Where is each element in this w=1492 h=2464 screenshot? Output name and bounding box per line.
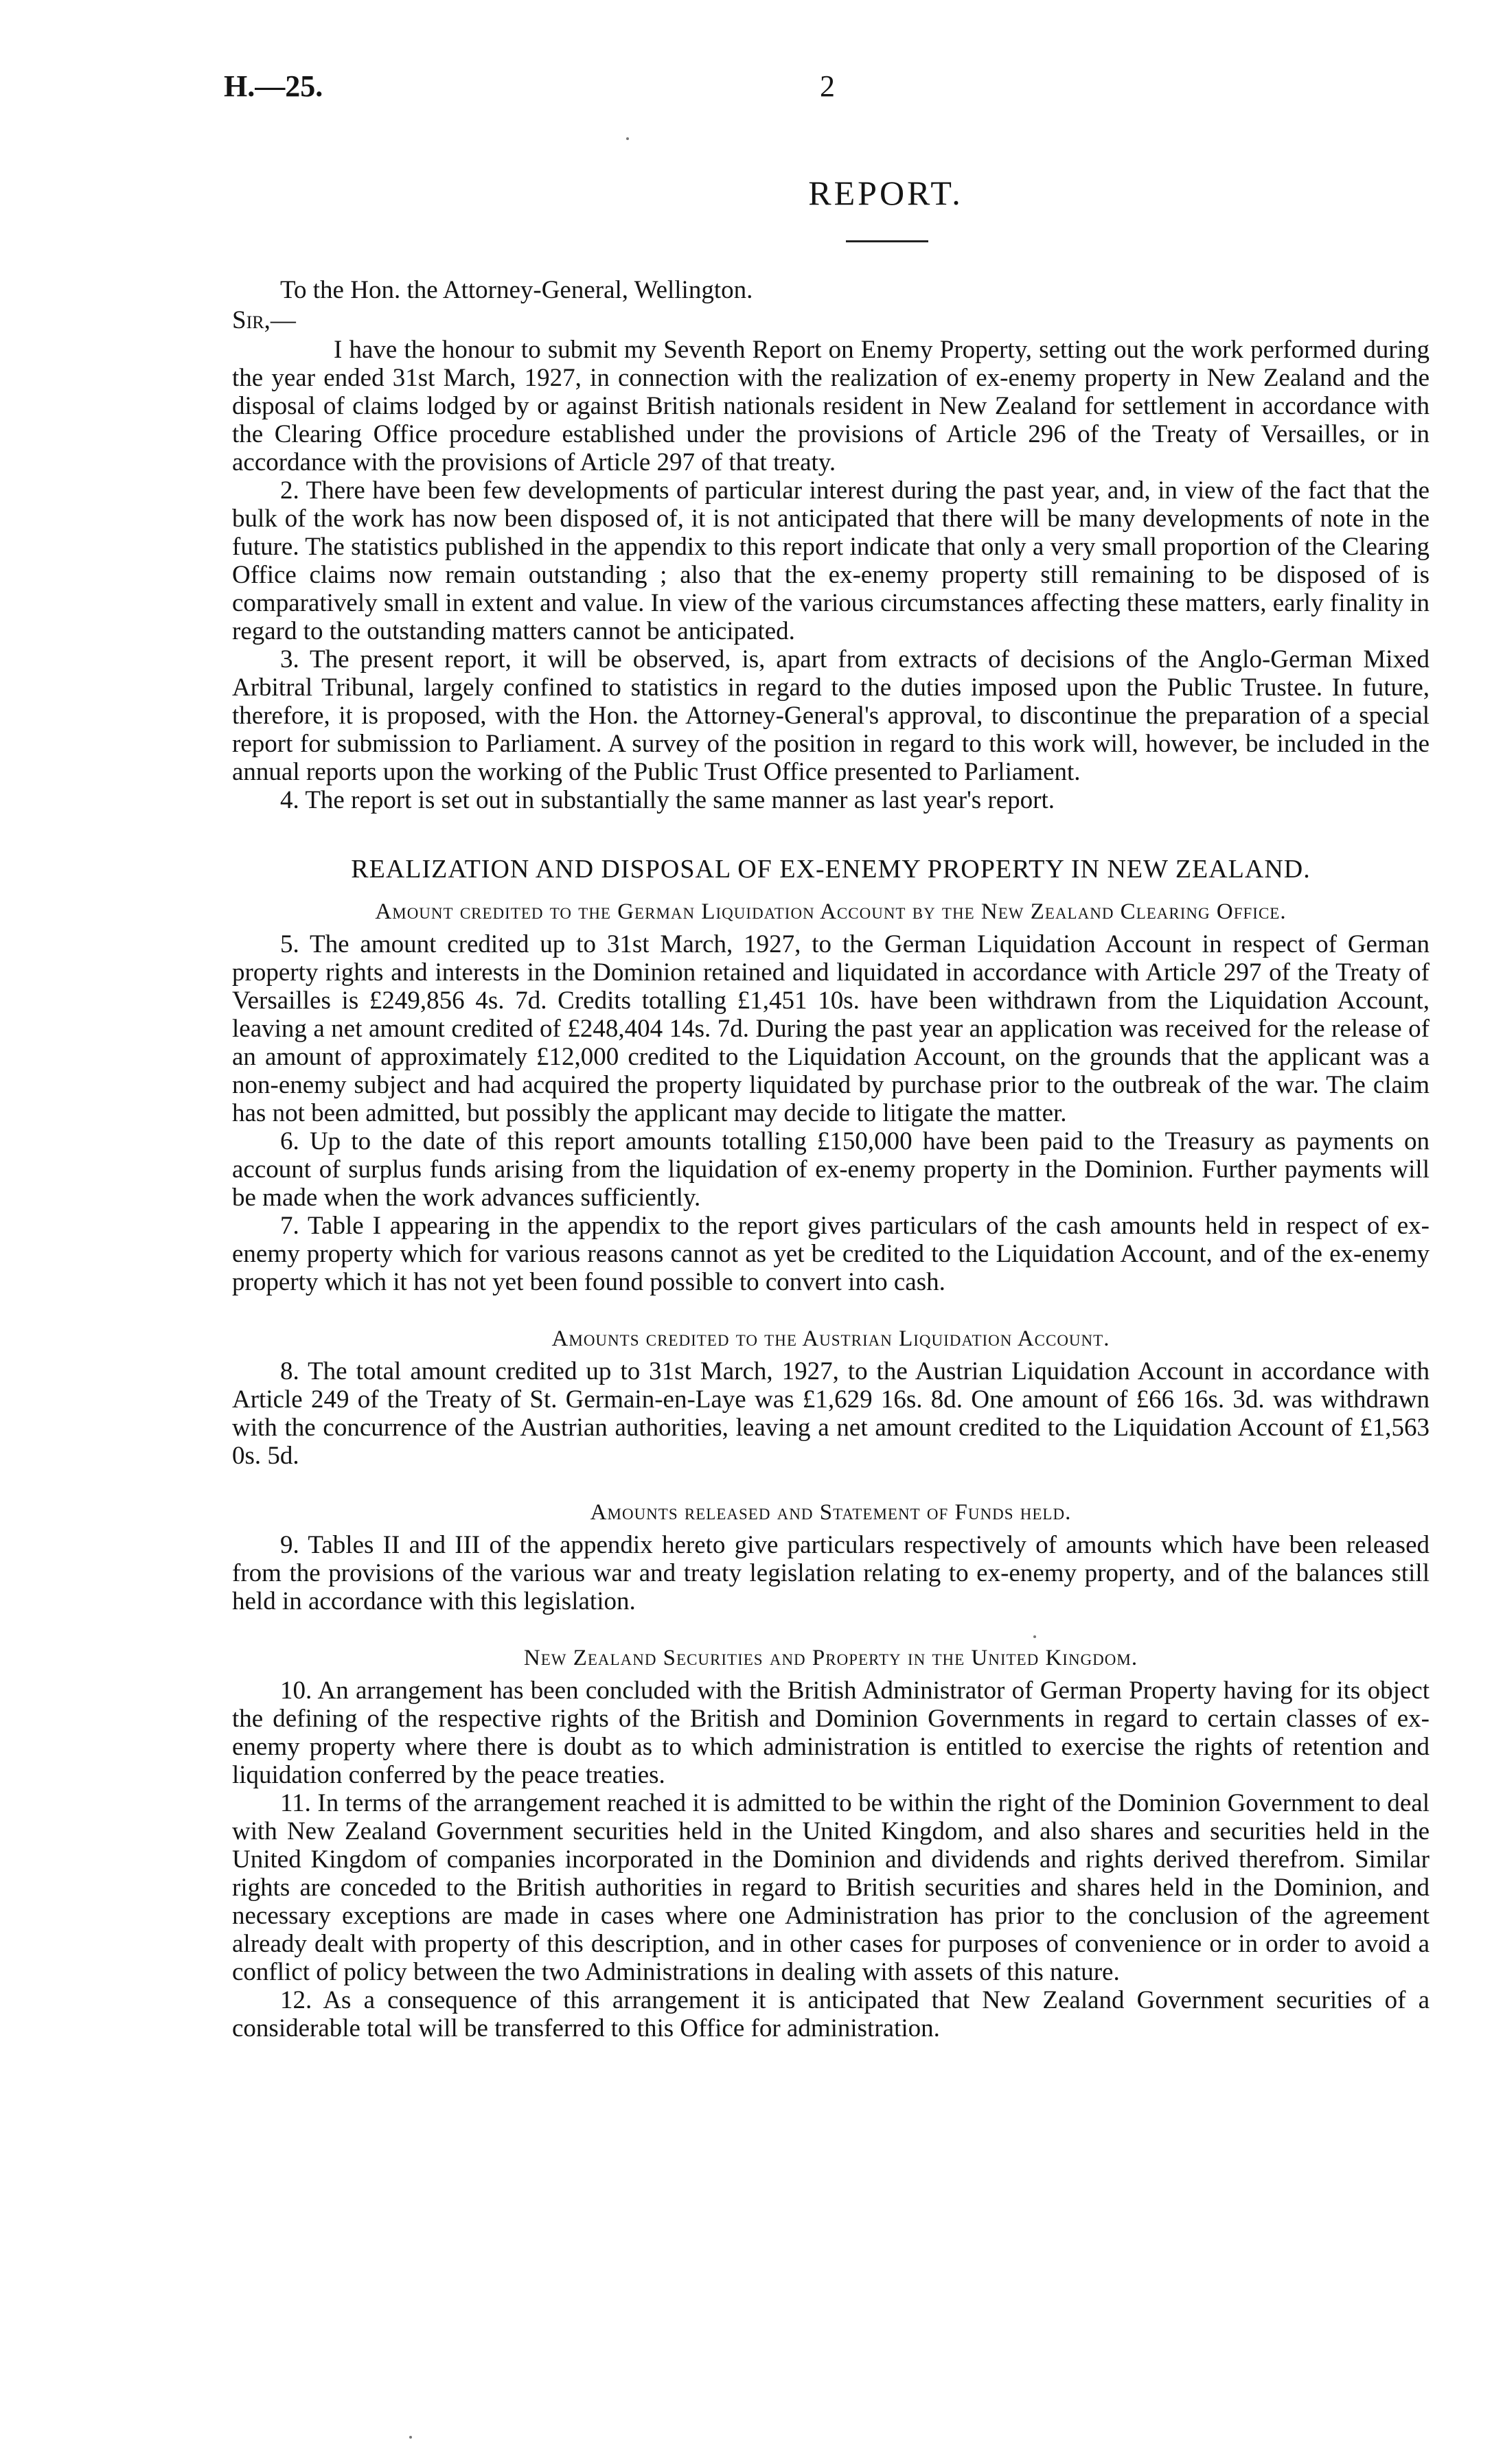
paragraph-11: 11. In terms of the arrangement reached it is admitted to be within the right of the Dominion Government to deal with New Zealand Government securities held in the United Kingdom, and also shares and securities held in the United Kingdom of companies incorporated in the Dominion and dividends and rights derived therefrom. Similar rights are conceded to the British authorities in regard to British securities and shares held in the Dominion, and necessary exceptions are made in cases where one Administration has prior to the conclusion of the agreement already dealt with property of this description, and in other cases for purposes of convenience or in order to avoid a conflict of policy between the two Administrations in dealing with assets of this nature. xyxy=(232,1789,1430,1986)
greeting: Sir,— xyxy=(232,306,296,334)
paragraph-7: 7. Table I appearing in the appendix to the report gives particulars of the cash amounts held in respect of ex-enemy property which for various reasons cannot as yet be credited to the Liquidation Account, and of the ex-enemy property which it has not yet been found possible to convert into cash. xyxy=(232,1212,1430,1296)
page-header xyxy=(224,69,1430,124)
print-speck xyxy=(1033,1635,1036,1638)
paragraph-10: 10. An arrangement has been concluded with the British Administrator of German Property having for its object the defining of the respective rights of the British and Dominion Governments in regard to certain classes of ex-enemy property where there is doubt as to which administration is entitled to exercise the rights of retention and liquidation conferred by the peace treaties. xyxy=(232,1677,1430,1789)
addressee-line: To the Hon. the Attorney-General, Wellington. xyxy=(280,276,753,304)
document-reference: H.—25. xyxy=(224,69,323,103)
report-page xyxy=(224,69,1430,2042)
paragraph-2: 2. There have been few developments of particular interest during the past year, and, in view of the fact that the bulk of the work has now been disposed of, it is not anticipated that there will be many developments of note in the future. The statistics published in the appendix to this report indicate that only a very small proportion of the Clearing Office claims now remain outstanding ; also that the ex-enemy property still remaining to be disposed of is comparatively small in extent and value. In view of the various circumstances affecting these matters, early finality in regard to the outstanding matters cannot be anticipated. xyxy=(232,476,1430,645)
title-divider xyxy=(846,240,928,242)
paragraph-5: 5. The amount credited up to 31st March, 1927, to the German Liquidation Account in respect of German property rights and interests in the Dominion retained and liquidated in accordance with Article 297 of the Treaty of Versailles is £249,856 4s. 7d. Credits totalling £1,451 10s. have been withdrawn from the Liquidation Account, leaving a net amount credited of £248,404 14s. 7d. During the past year an application was received for the release of an amount of approximately £12,000 credited to the Liquidation Account, on the grounds that the applicant was a non-enemy subject and had acquired the property liquidated by purchase prior to the outbreak of the war. The claim has not been admitted, but possibly the applicant may decide to litigate the matter. xyxy=(232,930,1430,1127)
report-title: REPORT. xyxy=(808,174,963,212)
subsection-heading-austrian-liquidation: Amounts credited to the Austrian Liquidation Account. xyxy=(551,1326,1110,1351)
paragraph-6: 6. Up to the date of this report amounts totalling £150,000 have been paid to the Treasury as payments on account of surplus funds arising from the liquidation of ex-enemy property in the Dominion. Further payments will be made when the work advances sufficiently. xyxy=(232,1127,1430,1212)
subsection-heading-nz-securities: New Zealand Securities and Property in the United Kingdom. xyxy=(523,1646,1138,1670)
subsection-heading-amounts-released: Amounts released and Statement of Funds held. xyxy=(590,1500,1072,1525)
print-speck xyxy=(626,137,629,140)
paragraph-1: I have the honour to submit my Seventh Report on Enemy Property, setting out the work performed during the year ended 31st March, 1927, in connection with the realization of ex-enemy property in New Zealand and the disposal of claims lodged by or against British nationals resident in New Zealand for settlement in accordance with the Clearing Office procedure established under the provisions of Article 296 of the Treaty of Versailles, or in accordance with the provisions of Article 297 of that treaty. xyxy=(232,336,1430,476)
section-heading: REALIZATION AND DISPOSAL OF EX-ENEMY PROPERTY IN NEW ZEALAND. xyxy=(351,855,1311,884)
print-speck xyxy=(409,2436,412,2439)
subsection-heading-german-liquidation: Amount credited to the German Liquidation Account by the New Zealand Clearing Office. xyxy=(375,899,1287,924)
page-number: 2 xyxy=(820,69,835,103)
paragraph-8: 8. The total amount credited up to 31st March, 1927, to the Austrian Liquidation Account in accordance with Article 249 of the Treaty of St. Germain-en-Laye was £1,629 16s. 8d. One amount of £66 16s. 3d. was withdrawn with the concurrence of the Austrian authorities, leaving a net amount credited to the Liquidation Account of £1,563 0s. 5d. xyxy=(232,1357,1430,1470)
paragraph-4: 4. The report is set out in substantially the same manner as last year's report. xyxy=(280,786,1055,814)
paragraph-9: 9. Tables II and III of the appendix hereto give particulars respectively of amounts which have been released from the provisions of the various war and treaty legislation relating to ex-enemy property, and of the balances still held in accordance with this legislation. xyxy=(232,1531,1430,1615)
paragraph-12: 12. As a consequence of this arrangement it is anticipated that New Zealand Government securities of a considerable total will be transferred to this Office for administration. xyxy=(232,1986,1430,2042)
paragraph-3: 3. The present report, it will be observed, is, apart from extracts of decisions of the Anglo-German Mixed Arbitral Tribunal, largely confined to statistics in regard to the duties imposed upon the Public Trustee. In future, therefore, it is proposed, with the Hon. the Attorney-General's approval, to discontinue the preparation of a special report for submission to Parliament. A survey of the position in regard to this work will, however, be included in the annual reports upon the working of the Public Trust Office presented to Parliament. xyxy=(232,645,1430,786)
